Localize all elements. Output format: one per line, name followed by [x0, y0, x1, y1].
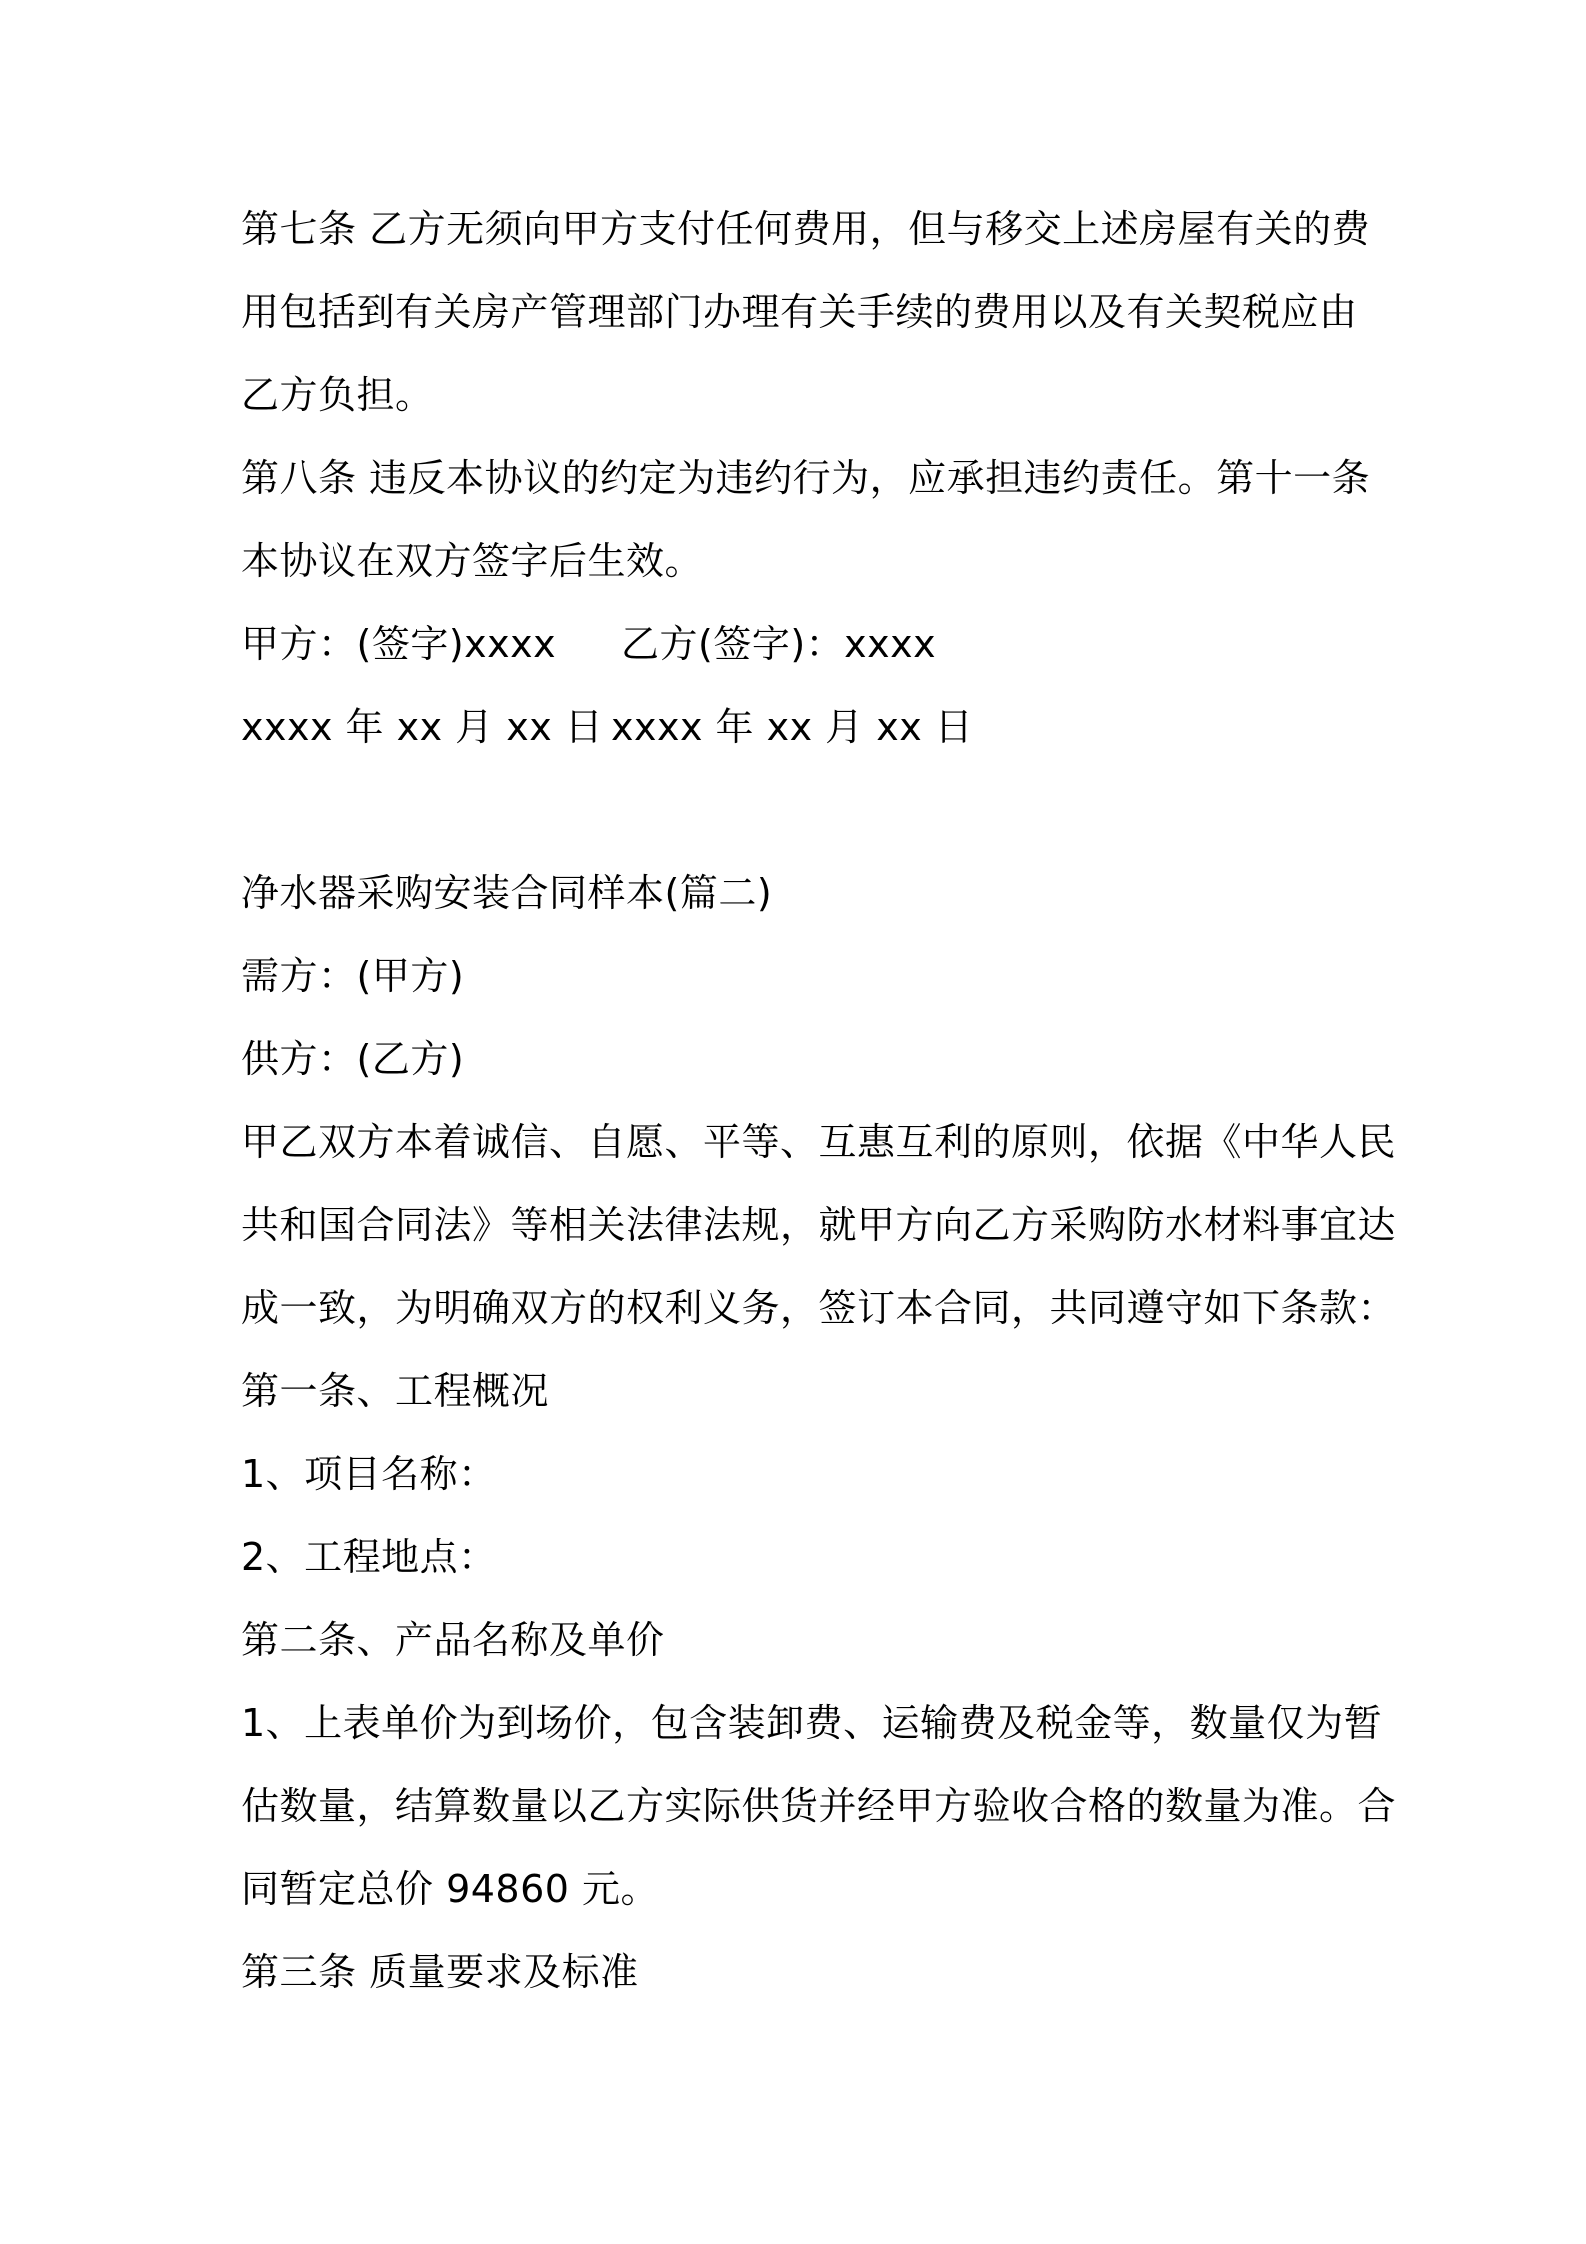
price-line-2: 估数量，结算数量以乙方实际供货并经甲方验收合格的数量为准。合 [241, 1784, 1397, 1828]
article7-line-3: 乙方负担。 [241, 373, 434, 417]
supplier-line: 供方：(乙方) [241, 1037, 465, 1081]
article7-line-2: 用包括到有关房产管理部门办理有关手续的费用以及有关契税应由 [241, 290, 1358, 334]
article8-line-2: 本协议在双方签字后生效。 [241, 539, 704, 583]
party-a-date: xxxx 年 xx 月 xx 日 [241, 705, 604, 749]
article7-line-1: 第七条 乙方无须向甲方支付任何费用，但与移交上述房屋有关的费 [241, 207, 1371, 251]
article8-line-1: 第八条 违反本协议的约定为违约行为，应承担违约责任。第十一条 [241, 456, 1371, 500]
article2-heading: 第二条、产品名称及单价 [241, 1618, 665, 1662]
section-spacer [241, 769, 1351, 852]
article1-heading: 第一条、工程概况 [241, 1369, 550, 1413]
party-b-date: xxxx 年 xx 月 xx 日 [611, 705, 974, 749]
preamble-line-2: 共和国合同法》等相关法律法规，就甲方向乙方采购防水材料事宜达 [241, 1203, 1397, 1247]
price-line-3: 同暂定总价 94860 元。 [241, 1867, 660, 1911]
party-b-signature: 乙方(签字)：xxxx [621, 622, 937, 666]
project-name-line: 1、项目名称： [241, 1452, 497, 1496]
project-location-line: 2、工程地点： [241, 1535, 497, 1579]
preamble-line-1: 甲乙双方本着诚信、自愿、平等、互惠互利的原则，依据《中华人民 [241, 1120, 1397, 1164]
document-body [241, 188, 1397, 2014]
price-line-1: 1、上表单价为到场价，包含装卸费、运输费及税金等，数量仅为暂 [241, 1701, 1383, 1745]
section2-title: 净水器采购安装合同样本(篇二) [241, 871, 773, 915]
buyer-line: 需方：(甲方) [241, 954, 465, 998]
party-a-signature: 甲方：(签字)xxxx [241, 622, 557, 666]
date-row [241, 686, 1351, 769]
signature-row [241, 603, 1351, 686]
article3-heading: 第三条 质量要求及标准 [241, 1950, 639, 1994]
preamble-line-3: 成一致，为明确双方的权利义务，签订本合同，共同遵守如下条款： [241, 1286, 1397, 1330]
